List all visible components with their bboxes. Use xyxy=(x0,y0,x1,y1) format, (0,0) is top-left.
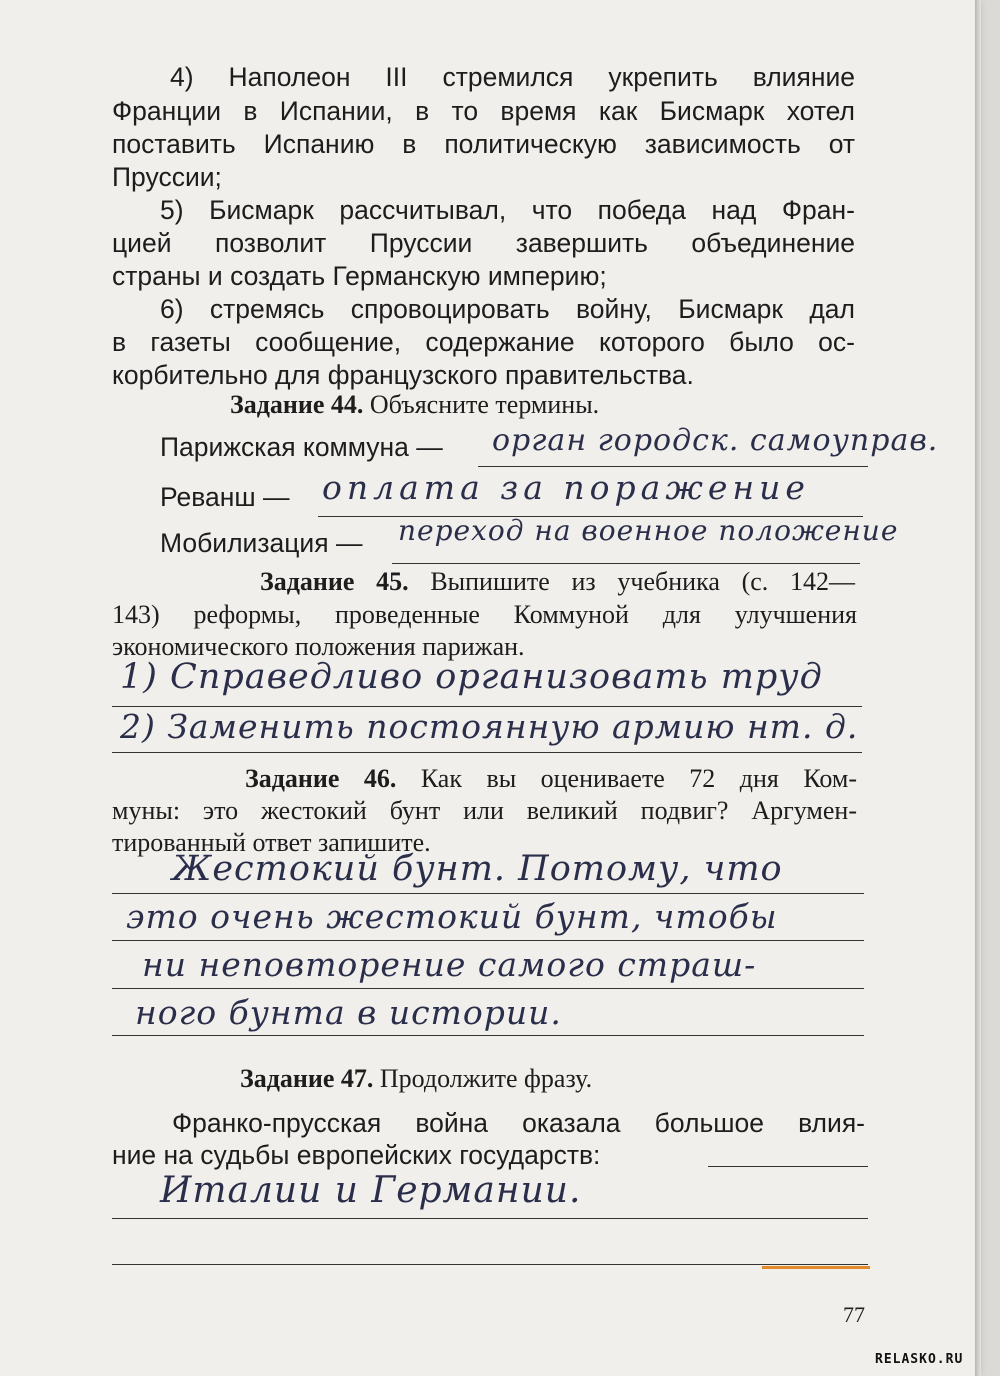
task-47-line-1: Франко-прусская война оказала большое влия- xyxy=(172,1108,865,1138)
answer-46-4: ного бунта в истории. xyxy=(135,993,562,1032)
task-45-line-2: 143) реформы, проведенные Коммуной для улучшения xyxy=(112,600,857,629)
answer-45-1: 1) Справедливо организовать труд xyxy=(120,657,823,697)
task-47-instruction: Продолжите фразу. xyxy=(379,1064,593,1093)
task-46-line-3: тированный ответ запишите. xyxy=(112,828,431,857)
answer-mobilization: переход на военное положение xyxy=(398,514,899,547)
answer-line-46-2 xyxy=(112,940,864,941)
task-47-line-2: ние на судьбы европейских государств: xyxy=(112,1140,601,1170)
answer-47: Италии и Германии. xyxy=(160,1170,582,1211)
answer-line-paris-commune xyxy=(478,466,868,467)
task-46-line-2: муны: это жестокий бунт или великий подвиг? Аргумен- xyxy=(112,796,857,825)
point-6-line-1: 6) стремясь спровоцировать войну, Бисмарк дал xyxy=(160,294,855,324)
task-45-text-1: Выпишите из учебника (с. 142— xyxy=(430,567,855,596)
answer-line-46-3 xyxy=(112,988,864,989)
point-4-line-2: Франции в Испании, в то время как Бисмарк хотел xyxy=(112,96,855,126)
answer-line-mobilization xyxy=(392,563,860,564)
answer-line-46-4 xyxy=(112,1035,864,1036)
page-number: 77 xyxy=(843,1302,865,1327)
answer-46-2: это очень жестокий бунт, чтобы xyxy=(126,897,778,936)
answer-line-45-2 xyxy=(112,752,862,753)
task-46-line-1 xyxy=(245,764,857,794)
point-6-line-2: в газеты сообщение, содержание которого было ос- xyxy=(112,327,855,357)
answer-45-2: 2) Заменить постоянную армию нт. д. xyxy=(120,707,859,746)
point-6-line-3: корбительно для французского правительства. xyxy=(112,360,694,390)
task-46-text-1: Как вы оцениваете 72 дня Ком- xyxy=(420,764,857,793)
term-paris-commune: Парижская коммуна — xyxy=(160,432,443,462)
page-accent-bar xyxy=(762,1266,870,1269)
point-5-line-1: 5) Бисмарк рассчитывал, что победа над Фран- xyxy=(160,195,855,225)
answer-46-3: ни неповторение самого страш- xyxy=(142,945,757,984)
task-44-instruction: Объясните термины. xyxy=(369,390,600,419)
point-4-line-4: Пруссии; xyxy=(112,162,222,192)
point-4-line-3: поставить Испанию в политическую зависимость от xyxy=(112,129,855,159)
task-45-line-3: экономического положения парижан. xyxy=(112,632,525,661)
term-revanche: Реванш — xyxy=(160,482,290,512)
task-47-heading xyxy=(240,1064,592,1094)
answer-line-47-2 xyxy=(112,1264,868,1265)
task-44-title: Задание 44. xyxy=(230,390,364,419)
term-mobilization: Мобилизация — xyxy=(160,528,363,558)
answer-46-1: Жестокий бунт. Потому, что xyxy=(172,849,783,889)
answer-paris-commune: орган городск. самоуправ. xyxy=(492,423,939,458)
task-46-title: Задание 46. xyxy=(245,764,397,793)
answer-line-47-1 xyxy=(112,1218,868,1219)
point-5-line-3: страны и создать Германскую империю; xyxy=(112,261,607,291)
task-44-heading xyxy=(230,390,599,420)
answer-revanche: оплата за поражение xyxy=(322,468,810,507)
task-47-title: Задание 47. xyxy=(240,1064,374,1093)
task-45-line-1 xyxy=(260,567,855,597)
point-4-line-1: 4) Наполеон III стремился укрепить влияние xyxy=(170,62,855,92)
answer-line-47-0 xyxy=(708,1166,868,1167)
answer-line-46-1 xyxy=(112,893,864,894)
point-5-line-2: цией позволит Пруссии завершить объединение xyxy=(112,228,855,258)
watermark: RELASKO.RU xyxy=(875,1352,964,1367)
task-45-title: Задание 45. xyxy=(260,567,409,596)
